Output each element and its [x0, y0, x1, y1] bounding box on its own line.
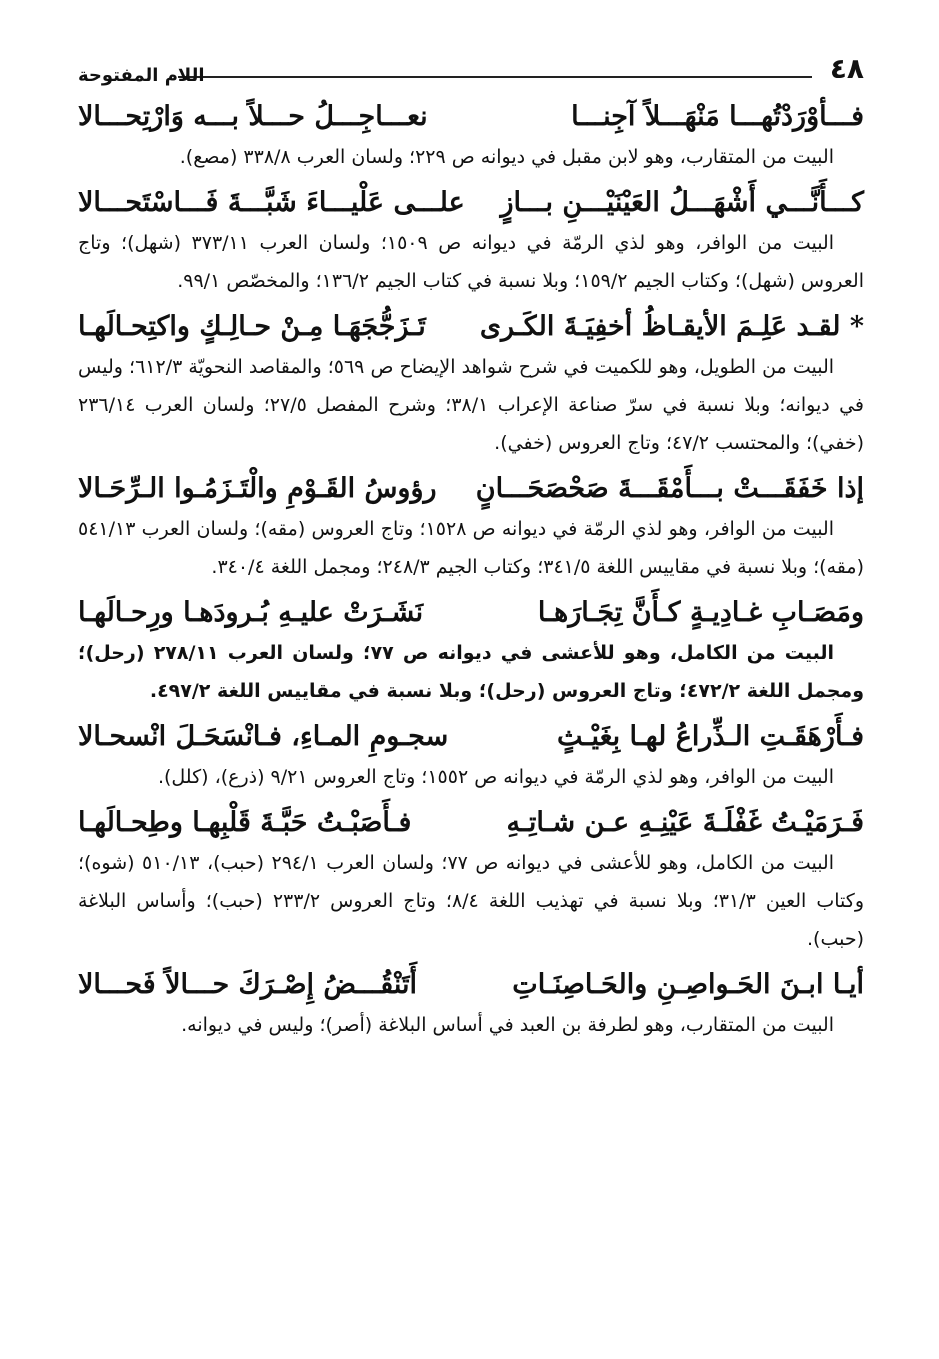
first-hemistich: فـــأوْرَدْتُهـــا مَنْهَـــلاً آجِنـــا — [571, 101, 864, 132]
verse-line — [78, 96, 864, 138]
second-hemistich: سجـومِ المـاءِ، فـانْسَحَـلَ انْسحـالا — [78, 721, 449, 752]
second-hemistich: نَشَـرَتْ عليـهِ بُـرودَهـا ورِحـالَهـا — [78, 597, 424, 628]
verse-entry-7 — [78, 802, 864, 958]
verse-line — [78, 716, 864, 758]
book-page — [78, 50, 864, 1330]
verse-line — [78, 964, 864, 1006]
second-hemistich: فـأَصَبْـتُ حَبَّـةَ قَلْبِهـا وطِحـالَهـا — [78, 807, 412, 838]
verse-commentary: البيت من المتقارب، وهو لابن مقبل في ديوانه ص ٢٢٩؛ ولسان العرب ٣٣٨/٨ (مصع). — [179, 146, 834, 168]
header-rule — [178, 76, 812, 78]
verse-commentary: البيت من الطويل، وهو للكميت في شرح شواهد الإيضاح ص ٥٦٩؛ والمقاصد النحويّة ٦١٢/٣؛ وليس في ديوانه؛ وبلا نسبة في سرّ صناعة الإعراب ٣٨/١؛ وشرح المفصل ٢٧/٥؛ ولسان العرب ٢٣٦/١٤ (خفي)؛ والمحتسب ٤٧/٢؛ وتاج العروس (خفي). — [78, 356, 865, 454]
second-hemistich: تَـزَجُّجَهَـا مِـنْ حـالِـكٍ واكتِحـالَهـا — [78, 311, 426, 342]
verse-commentary: البيت من الوافر، وهو لذي الرمّة في ديوانه ص ١٥٥٢؛ وتاج العروس ٩/٢١ (ذرع)، (كلل). — [157, 766, 834, 788]
running-head — [78, 50, 864, 90]
section-title: اللام المفتوحة — [78, 65, 205, 86]
page-number: ٤٨ — [829, 52, 864, 85]
second-hemistich: نعـــاجِـــلُ حـــلاً بـــه وَارْتِحـــالا — [78, 101, 428, 132]
verse-entry-6 — [78, 716, 864, 796]
second-hemistich: علـــى عَلْيـــاءَ شَبَّـــةَ فَـــاسْتَحـــالا — [78, 187, 465, 218]
verse-commentary: البيت من المتقارب، وهو لطرفة بن العبد في أساس البلاغة (أصر)؛ وليس في ديوانه. — [181, 1014, 834, 1036]
second-hemistich: رؤوسُ القَـوْمِ والْتَـزَمُـوا الـرِّحَـالا — [78, 473, 437, 504]
verse-entry-5 — [78, 592, 864, 710]
verse-commentary: البيت من الوافر، وهو لذي الرمّة في ديوانه ص ١٥٢٨؛ وتاج العروس (مقه)؛ ولسان العرب ٥٤١/١٣ (مقه)؛ وبلا نسبة في مقاييس اللغة ٣٤١/٥؛ وكتاب الجيم ٢٤٨/٣؛ ومجمل اللغة ٣٤٠/٤. — [78, 518, 864, 578]
verse-line — [78, 306, 864, 348]
verse-commentary: البيت من الكامل، وهو للأعشى في ديوانه ص ٧٧؛ ولسان العرب ٢٩٤/١ (حبب)، ٥١٠/١٣ (شوه)؛ وكتاب العين ٣١/٣؛ وبلا نسبة في تهذيب اللغة ٨/٤؛ وتاج العروس ٢٣٣/٢ (حبب)؛ وأساس البلاغة (حبب). — [78, 852, 864, 950]
first-hemistich: كـــأَنَّـــي أَشْهَـــلُ العَيْنَيْـــنِ بـــازٍ — [500, 187, 864, 218]
verse-entry-2 — [78, 182, 864, 300]
first-hemistich: إذا خَفَقَـــتْ بـــأَمْقَـــةَ صَحْصَحَـــانٍ — [475, 473, 864, 504]
verse-line — [78, 468, 864, 510]
first-hemistich: فَـرَمَيْـتُ غَفْلَـةَ عَيْنِـهِ عـن شـاتِـهِ — [506, 807, 864, 838]
verse-entry-8 — [78, 964, 864, 1044]
first-hemistich: ومَصَـابِ غـادِيـةٍ كـأَنَّ تِجَـارَهـا — [537, 597, 864, 628]
first-hemistich: فـأَرْهَقَـتِ الـذِّراعُ لهـا بِغَيْـثٍ — [557, 721, 864, 752]
verse-line — [78, 592, 864, 634]
first-hemistich: أيـا ابـنَ الحَـواصِـنِ والحَـاصِنَـاتِ — [512, 969, 864, 1000]
second-hemistich: أَتَنْقُـــضُ إِصْـرَكَ حـــالاً فَحـــالا — [78, 969, 418, 1000]
verse-line — [78, 182, 864, 224]
verse-entry-1 — [78, 96, 864, 176]
verse-entry-3 — [78, 306, 864, 462]
verse-commentary: البيت من الكامل، وهو للأعشى في ديوانه ص ٧٧؛ ولسان العرب ٢٧٨/١١ (رحل)؛ ومجمل اللغة ٤٧٢/٢؛ وتاج العروس (رحل)؛ وبلا نسبة في مقاييس اللغة ٤٩٧/٢. — [78, 642, 864, 702]
verse-entry-4 — [78, 468, 864, 586]
verse-line — [78, 802, 864, 844]
first-hemistich: * لقـد عَلِـمَ الأيقـاظُ أخفِيَـةَ الكَـرى — [479, 311, 864, 342]
verse-commentary: البيت من الوافر، وهو لذي الرمّة في ديوانه ص ١٥٠٩؛ ولسان العرب ٣٧٣/١١ (شهل)؛ وتاج العروس (شهل)؛ وكتاب الجيم ١٥٩/٢؛ وبلا نسبة في كتاب الجيم ١٣٦/٢؛ والمخصّص ٩٩/١. — [78, 232, 864, 292]
